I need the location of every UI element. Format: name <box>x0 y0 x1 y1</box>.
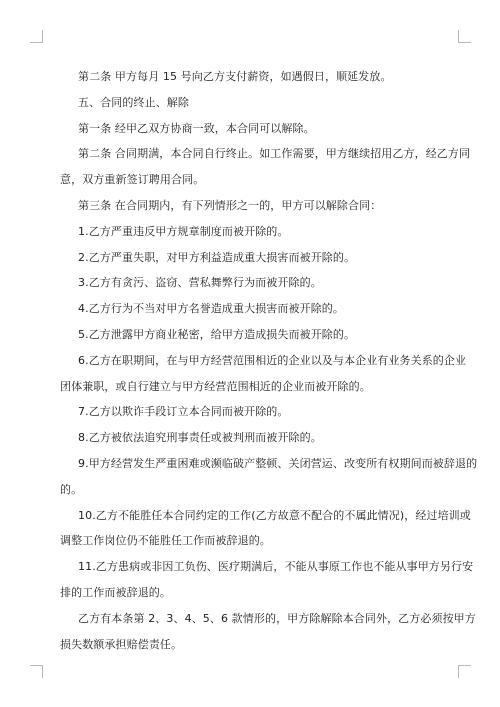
list-item-4: 4.乙方行为不当对甲方名誉造成重大损害而被开除的。 <box>78 302 344 316</box>
list-item-7: 7.乙方以欺诈手段订立本合同而被开除的。 <box>78 405 289 419</box>
crop-mark-top-right <box>458 30 471 43</box>
clause-3-intro: 第三条 在合同期内，有下列情形之一的，甲方可以解除合同： <box>78 198 382 212</box>
list-item-11: 11.乙方患病或非因工负伤、医疗期满后，不能从事原工作也不能从事甲方另行安 <box>78 560 474 574</box>
list-item-10-continued: 调整工作岗位仍不能胜任工作而被辞退的。 <box>60 534 271 548</box>
liability-paragraph-continued: 损失数额承担赔偿责任。 <box>60 637 183 651</box>
list-item-1: 1.乙方严重违反甲方规章制度而被开除的。 <box>78 224 289 238</box>
list-item-11-continued: 排的工作而被辞退的。 <box>60 585 171 599</box>
list-item-6: 6.乙方在职期间，在与甲方经营范围相近的企业以及与本企业有业务关系的企业 <box>78 353 467 367</box>
crop-mark-bottom-right <box>458 665 471 678</box>
list-item-10: 10.乙方不能胜任本合同约定的工作(乙方故意不配合的不属此情况)，经过培训或 <box>78 508 471 522</box>
list-item-2: 2.乙方严重失职，对甲方利益造成重大损害而被开除的。 <box>78 250 356 264</box>
clause-2-expiry: 第二条 合同期满，本合同自行终止。如工作需要，甲方继续招用乙方，经乙方同 <box>78 147 471 161</box>
clause-2-salary: 第二条 甲方每月 15 号向乙方支付薪资，如遇假日，顺延发放。 <box>78 70 392 83</box>
clause-1-mutual-agreement: 第一条 经甲乙双方协商一致，本合同可以解除。 <box>78 121 315 135</box>
liability-paragraph: 乙方有本条第 2、3、4、5、6 款情形的，甲方除解除本合同外，乙方必须按甲方 <box>78 611 476 625</box>
list-item-3: 3.乙方有贪污、盗窃、营私舞弊行为而被开除的。 <box>78 276 322 290</box>
list-item-9: 9.甲方经营发生严重困难或濒临破产整顿、关闭营运、改变所有权期间而被辞退的 <box>78 456 478 470</box>
list-item-5: 5.乙方泄露甲方商业秘密，给甲方造成损失而被开除的。 <box>78 327 356 341</box>
crop-mark-top-left <box>30 30 43 43</box>
list-item-9-continued: 的。 <box>60 482 83 496</box>
list-item-6-continued: 团体兼职，或自行建立与甲方经营范围相近的企业而被开除的。 <box>60 379 371 393</box>
document-body <box>60 64 478 657</box>
crop-mark-bottom-left <box>30 665 43 678</box>
section-heading-termination: 五、合同的终止、解除 <box>78 95 189 109</box>
list-item-8: 8.乙方被依法追究刑事责任或被判刑而被开除的。 <box>78 431 322 445</box>
clause-2-expiry-continued: 意，双方重新签订聘用合同。 <box>60 173 205 187</box>
